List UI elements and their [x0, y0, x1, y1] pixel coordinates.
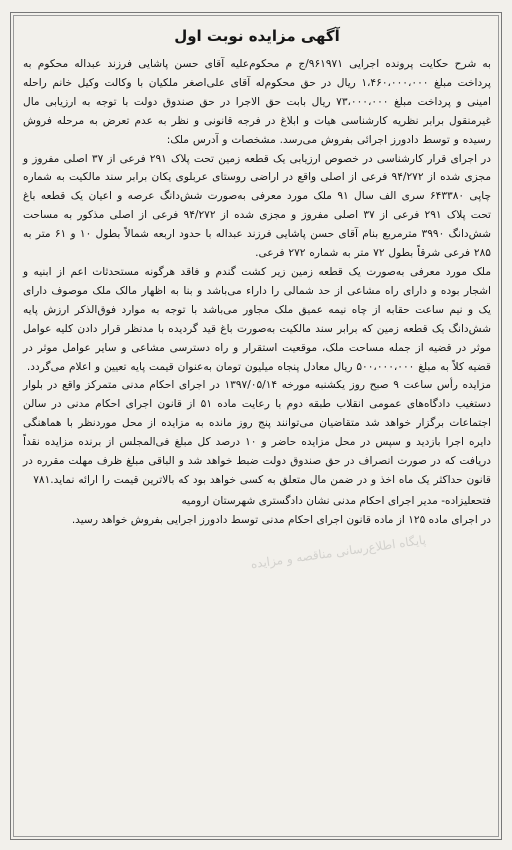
notice-frame [10, 12, 502, 840]
notice-footer: در اجرای ماده ۱۲۵ از ماده قانون اجرای احکام مدنی توسط دادورز اجرایی بفروش خواهد رسید. [71, 513, 491, 526]
notice-paragraph-case: به شرح حکایت پرونده اجرایی ۹۶۱۹۷۱/ج م محکوم‌علیه آقای حسن پاشایی فرزند عبداله محکوم به پرداخت مبلغ ۱،۴۶۰،۰۰۰،۰۰۰ ریال در حق محکوم‌له آقای علی‌اصغر ملکیان با وکالت وکیل خانم راحله امینی و پرداخت مبلغ ۷۳،۰۰۰،۰۰۰ ریال بابت حق الاجرا در حق صندوق دولت با توجه به ارزیابی مال غیرمنقول برابر نظریه کارشناسی هیات و ابلاغ در فرجه قانونی و نظر به عدم تعرض به مرحله فروش رسیده و توسط دادورز اجرائی بفروش می‌رسد. مشخصات و آدرس ملک: [23, 58, 492, 146]
notice-signoff: فتحعلیزاده- مدیر اجرای احکام مدنی نشان دادگستری شهرستان ارومیه [181, 494, 491, 507]
notice-paragraph-auction: مزایده رأس ساعت ۹ صبح روز یکشنبه مورخه ۱۳۹۷/۰۵/۱۴ در اجرای احکام مدنی متمرکز واقع در بلوار دستغیب دادگاه‌های عمومی انقلاب طبقه دوم با رعایت ماده ۵۱ از قانون اجرای احکام مدنی در سالن اجتماعات برگزار خواهد شد متقاضیان می‌توانند پنج روز مانده به مزایده از محل موردنظر با هماهنگی دایره اجرا بازدید و سپس در محل مزایده حاضر و ۱۰ درصد کل مبلغ فی‌المجلس از برنده مزایده نقداً دریافت که در صورت انصراف در حق صندوق دولت ضبط خواهد شد و الباقی مبلغ ظرف مهلت مقرره در قانون حداکثر یک ماه اخذ و در ضمن مال متعلق به کسی خواهد بود که بالاترین قیمت را ارائه نماید.۷۸۱ [23, 379, 491, 486]
watermark: پایگاه اطلاع‌رسانی مناقصه و مزایده [249, 532, 427, 572]
notice-title: آگهی مزایده نوبت اول [174, 27, 340, 45]
notice-paragraph-valuation: ملک مورد معرفی به‌صورت یک قطعه زمین زیر کشت گندم و فاقد هرگونه مستحدثات اعم از ابنیه و اشجار بوده و دارای راه مشاعی از حد شمالی را داراء می‌باشد و بنا به اظهار مالک ملک موصوف دارای یک و نیم ساعت حقابه از چاه نیمه عمیق ملک مجاور می‌باشد با توجه به موارد فوق‌الذکر ارزش پایه شش‌دانگ یک قطعه زمین که برابر سند مالکیت به‌صورت باغ قید گردیده با مدنظر قرار دادن کلیه عوامل موثر در قضیه از جمله مساحت ملک، موقعیت استقرار و راه دسترسی مشاعی و سایر عوامل موثر در قضیه کلاً به مبلغ ۵۰۰،۰۰۰،۰۰۰ ریال معادل پنجاه میلیون تومان به‌عنوان قیمت پایه تعیین و اعلام می‌گردد. [23, 265, 491, 373]
notice-paragraph-property: در اجرای قرار کارشناسی در خصوص ارزیابی یک قطعه زمین تحت پلاک ۲۹۱ فرعی از ۳۷ اصلی مفروز و مجزی شده از ۹۴/۲۷۲ فرعی از اصلی واقع در اراضی روستای عربلوی یکان برابر سند مالکیت به شماره چاپی ۶۴۳۳۸۰ سری الف سال ۹۱ ملک مورد معرفی به‌صورت شش‌دانگ عرصه و اعیان یک قطعه باغ تحت پلاک ۲۹۱ فرعی از ۳۷ اصلی مفروز و مجزی شده از ۹۴/۲۷۲ فرعی از اصلی مذکور به مساحت شش‌دانگ ۳۹۹۰ مترمربع بنام آقای حسن پاشایی فرزند عبداله با حدود اربعه شمالاً بطول ۱۰ و ۶۱ متر به ۲۸۵ فرعی شرقاً بطول ۷۲ متر به شماره ۲۷۲ فرعی. [23, 152, 491, 260]
